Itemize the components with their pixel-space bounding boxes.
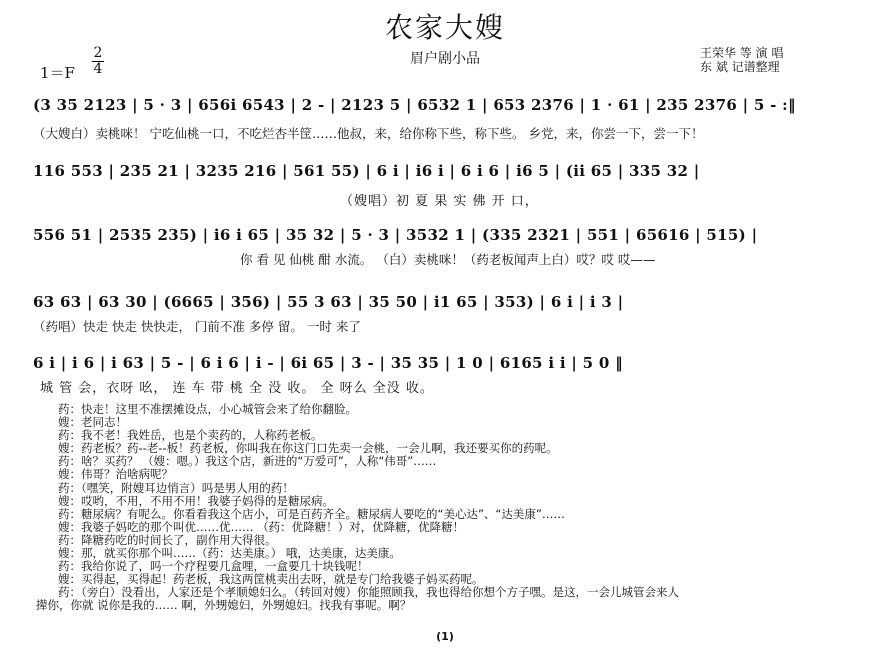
dialogue-line: 药：快走！这里不准摆摊设点，小心城管会来了给你翻脸。 bbox=[58, 402, 357, 416]
score-row-3: 556 51 | 2535 235) | i6 i 65 | 35 32 | 5 · 3 | 3532 1 | (335 2321 | 551 | 65616 | 515) | bbox=[33, 226, 758, 244]
dialogue-line: 嫂：药老板？药--老--板！药老板，你叫我在你这门口先卖一会桃，一会儿啊，我还要买你的药呢。 bbox=[58, 441, 558, 456]
score-row-1: (3 35 2123 | 5 · 3 | 656i 6543 | 2 - | 2123 5 | 6532 1 | 653 2376 | 1 · 61 | 235 2376 | 5 - :‖ bbox=[33, 96, 796, 114]
dialogue-line: 药：糖尿病？有呢么。你看看我这个店小，可是百药齐全。糖尿病人要吃的“美心达”、“达美康”…… bbox=[58, 506, 565, 521]
lyric-row-2: （嫂唱）初 夏 果 实 佛 开 口， bbox=[340, 194, 539, 209]
song-subtitle: 眉户剧小品 bbox=[410, 51, 480, 67]
credits-transcriber: 东 斌 记谱整理 bbox=[700, 60, 780, 74]
key-signature: 1＝F bbox=[40, 64, 75, 82]
dialogue-line: 药：我不老！我姓岳，也是个卖药的，人称药老板。 bbox=[58, 428, 323, 443]
lyric-row-1: （大嫂白）卖桃咪！ 宁吃仙桃一口，不吃烂杏半筐……他叔，来，给你称下些，称下些。 乡党，来，你尝一下，尝一下！ bbox=[33, 126, 704, 141]
dialogue-line: 嫂：伟哥？治啥病呢？ bbox=[58, 467, 173, 482]
score-row-5: 6 i | i 6 | i 63 | 5 - | 6 i 6 | i - | 6i 65 | 3 - | 35 35 | 1 0 | 6165 i i | 5 0 ‖ bbox=[33, 354, 623, 372]
dialogue-block bbox=[36, 402, 679, 613]
dialogue-line: 药：（嘿笑，附嫂耳边悄言）吗是男人用的药！ bbox=[58, 480, 294, 495]
score-row-2: 116 553 | 235 21 | 3235 216 | 561 55) | 6 i | i6 i | 6 i 6 | i6 5 | (ii 65 | 335 32 | bbox=[33, 162, 700, 180]
dialogue-line: 药：我给你说了，吗一个疗程要几盒哩，一盒要几十块钱呢！ bbox=[58, 559, 369, 574]
credits bbox=[700, 46, 783, 74]
dialogue-line: 药：（旁白）没看出，人家还是个孝顺媳妇么。（转回对嫂）你能照顾我，我也得给你想个方子嘿。是这，一会儿城管会来人 bbox=[58, 585, 679, 600]
time-signature bbox=[92, 46, 104, 77]
lyric-row-5: 城 管 会，衣呀 吆， 连 车 带 桃 全 没 收。 全 呀么 全没 收。 bbox=[40, 381, 434, 396]
dialogue-line: 嫂：那，就买你那个叫……（药：达美康。） 哦，达美康，达美康。 bbox=[58, 546, 401, 561]
song-title: 农家大嫂 bbox=[384, 11, 505, 44]
credits-performers: 王荣华 等 演 唱 bbox=[700, 46, 784, 60]
page-number: (1) bbox=[436, 630, 454, 643]
dialogue-line: 嫂：我婆子妈吃的那个叫优……优…… （药：优降糖！）对，优降糖，优降糖！ bbox=[58, 519, 465, 534]
meter-bottom: 4 bbox=[93, 61, 103, 77]
meter-top: 2 bbox=[93, 45, 103, 61]
dialogue-line: 嫂：哎哟，不用，不用不用！我婆子妈得的是糖尿病。 bbox=[58, 493, 334, 508]
dialogue-line: 药：啥？买药？ （嫂：嗯。）我这个店，新进的“万爱可”，人称“伟哥”…… bbox=[58, 454, 437, 469]
score-row-4: 63 63 | 63 30 | (6665 | 356) | 55 3 63 | 35 50 | i1 65 | 353) | 6 i | i 3 | bbox=[33, 293, 624, 311]
dialogue-line: 嫂：买得起，买得起！药老板，我这两筐桃卖出去呀，就是专门给我婆子妈买药呢。 bbox=[58, 572, 484, 587]
lyric-row-3: 你 看 见 仙桃 酣 水流。 （白）卖桃咪！（药老板闻声上白）哎？哎 哎—— bbox=[240, 252, 656, 267]
dialogue-line: 嫂：老同志！ bbox=[58, 415, 127, 430]
dialogue-line: 药：降糖药吃的时间长了，副作用大得很。 bbox=[58, 532, 277, 547]
dialogue-line: 撵你，你就 说你是我的…… 啊，外甥媳妇，外甥媳妇。找我有事呢。啊？ bbox=[36, 598, 412, 613]
lyric-row-4: （药唱）快走 快走 快快走， 门前不准 多停 留。 一时 来了 bbox=[33, 319, 361, 334]
